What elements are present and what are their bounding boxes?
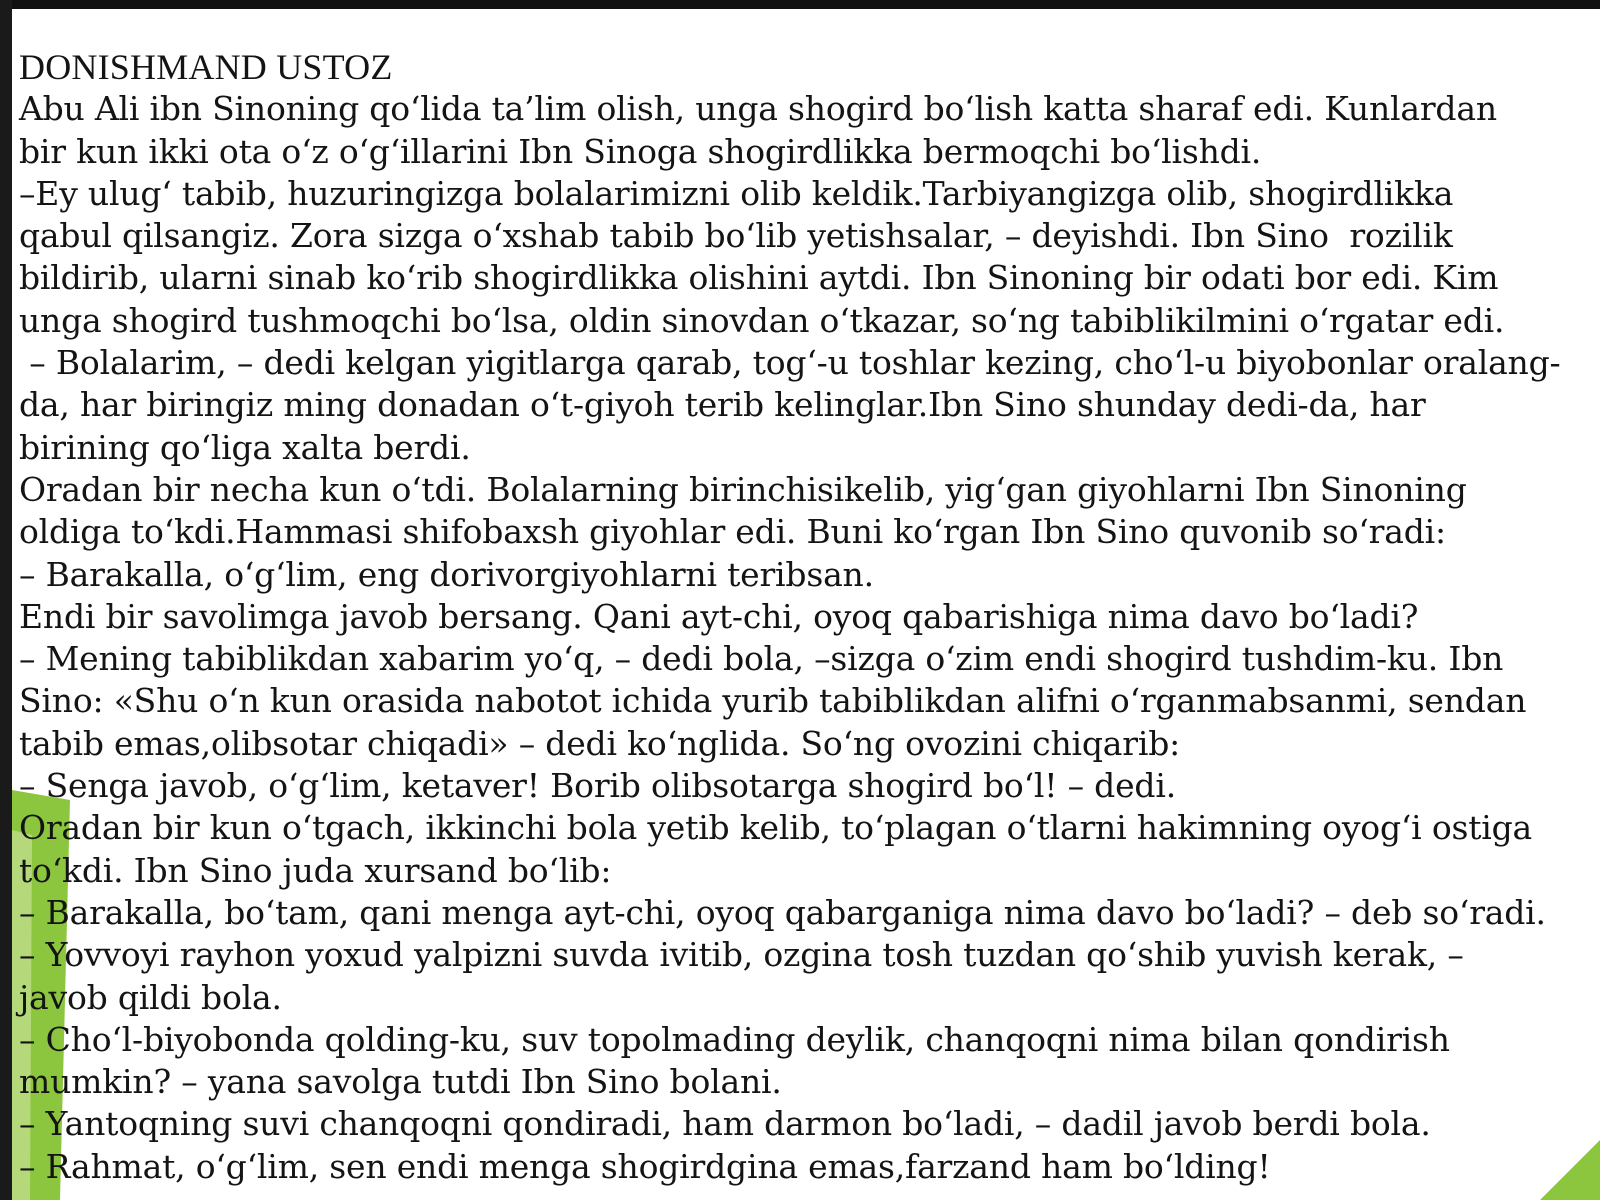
text-line: – Barakalla, o‘g‘lim, eng dorivorgiyohlarni teribsan. <box>19 554 874 594</box>
text-line: – Barakalla, bo‘tam, qani menga ayt-chi, oyoq qabarganiga nima davo bo‘ladi? – deb so‘radi. <box>19 892 1546 932</box>
text-line: da, har biringiz ming donadan o‘t-giyoh terib kelinglar.Ibn Sino shunday dedi-da, har <box>19 385 1426 425</box>
text-line: birining qo‘liga xalta berdi. <box>19 427 471 467</box>
text-line: oldiga to‘kdi.Hammasi shifobaxsh giyohlar edi. Buni ko‘rgan Ibn Sino quvonib so‘radi: <box>19 512 1446 552</box>
text-line: Sino: «Shu o‘n kun orasida nabotot ichida yurib tabiblikdan alifni o‘rganmabsanmi, sendan <box>19 681 1527 721</box>
text-line: Endi bir savolimga javob bersang. Qani ayt-chi, oyoq qabarishiga nima davo bo‘ladi? <box>19 596 1419 636</box>
text-line: – Yovvoyi rayhon yoxud yalpizni suvda ivitib, ozgina tosh tuzdan qo‘shib yuvish kerak, – <box>19 935 1464 975</box>
text-line: – Cho‘l-biyobonda qolding-ku, suv topolmading deylik, chanqoqni nima bilan qondirish <box>19 1019 1450 1059</box>
text-line: javob qildi bola. <box>19 977 282 1017</box>
document-body <box>19 46 1589 1188</box>
text-line: – Senga javob, o‘g‘lim, ketaver! Borib olibsotarga shogird bo‘l! – dedi. <box>19 766 1176 806</box>
text-line: – Mening tabiblikdan xabarim yo‘q, – dedi bola, –sizga o‘zim endi shogird tushdim-ku. Ibn <box>19 639 1504 679</box>
text-line: bir kun ikki ota o‘z o‘g‘illarini Ibn Sinoga shogirdlikka bermoqchi bo‘lishdi. <box>19 131 1262 171</box>
text-line: bildirib, ularni sinab ko‘rib shogirdlikka olishini aytdi. Ibn Sinoning bir odati bor edi. Kim <box>19 258 1499 298</box>
text-line: Abu Ali ibn Sinoning qo‘lida ta’lim olish, unga shogird bo‘lish katta sharaf edi. Kunlardan <box>19 89 1497 129</box>
text-line: – Yantoqning suvi chanqoqni qondiradi, ham darmon bo‘ladi, – dadil javob berdi bola. <box>19 1104 1431 1144</box>
text-line: qabul qilsangiz. Zora sizga o‘xshab tabib bo‘lib yetishsalar, – deyishdi. Ibn Sino rozilik <box>19 216 1453 256</box>
text-line: –Ey ulug‘ tabib, huzuringizga bolalarimizni olib keldik.Tarbiyangizga olib, shogirdlikka <box>19 173 1454 213</box>
text-line: Oradan bir necha kun o‘tdi. Bolalarning birinchisikelib, yig‘gan giyohlarni Ibn Sinoning <box>19 469 1467 509</box>
document-title: DONISHMAND USTOZ <box>19 47 393 87</box>
text-line: – Rahmat, o‘g‘lim, sen endi menga shogirdgina emas,farzand ham bo‘lding! <box>19 1146 1271 1186</box>
text-line: unga shogird tushmoqchi bo‘lsa, oldin sinovdan o‘tkazar, so‘ng tabiblikilmini o‘rgatar edi. <box>19 300 1505 340</box>
text-line: Oradan bir kun o‘tgach, ikkinchi bola yetib kelib, to‘plagan o‘tlarni hakimning oyog‘i ostiga <box>19 808 1533 848</box>
text-line: – Bolalarim, – dedi kelgan yigitlarga qarab, tog‘-u toshlar kezing, cho‘l-u biyobonlar oralang- <box>19 343 1561 383</box>
text-line: tabib emas,olibsotar chiqadi» – dedi ko‘nglida. So‘ng ovozini chiqarib: <box>19 723 1181 763</box>
text-line: to‘kdi. Ibn Sino juda xursand bo‘lib: <box>19 850 612 890</box>
text-line: mumkin? – yana savolga tutdi Ibn Sino bolani. <box>19 1062 782 1102</box>
